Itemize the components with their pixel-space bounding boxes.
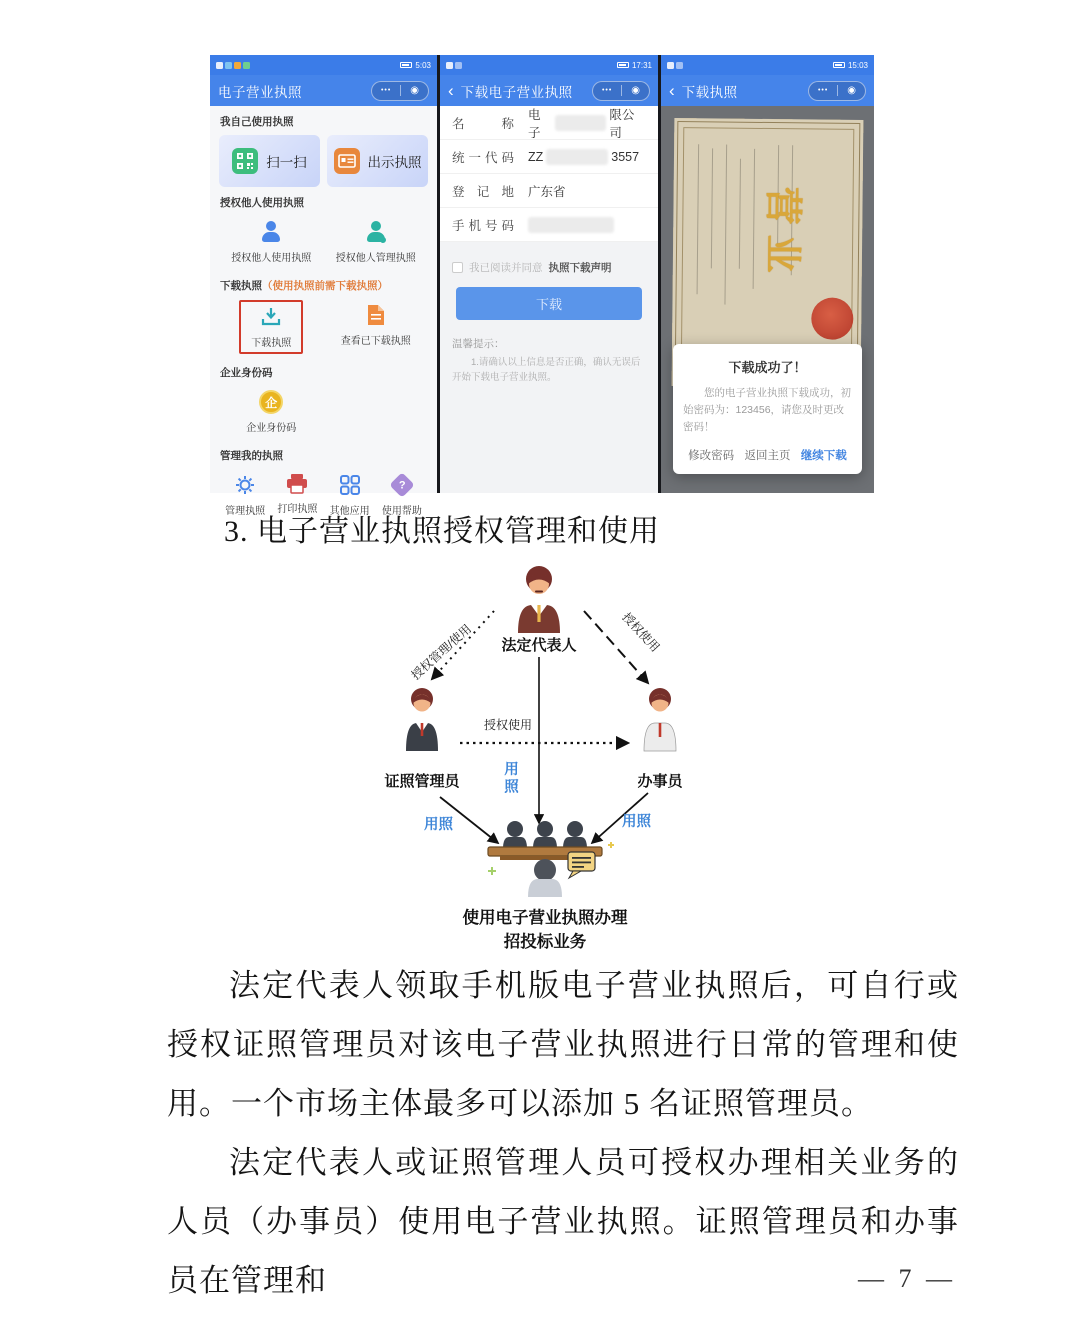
agree-checkbox[interactable] xyxy=(452,262,463,273)
person-manage-icon xyxy=(364,220,388,244)
download-button[interactable]: 下载 xyxy=(456,287,642,320)
screenshot-download-success xyxy=(661,55,874,493)
qr-scan-icon xyxy=(232,148,258,174)
change-password-button[interactable]: 修改密码 xyxy=(688,450,735,463)
more-icon[interactable]: ••• xyxy=(817,87,829,94)
scan-label: 扫一扫 xyxy=(266,155,307,170)
meeting-scene xyxy=(488,821,614,897)
field-unified-code: 统一代码 ZZ 3557 xyxy=(440,140,658,174)
grid-icon xyxy=(338,473,362,497)
section-auth-others: 授权他人使用执照 xyxy=(220,197,304,209)
redacted-blur xyxy=(555,115,606,131)
dialog-title: 下载成功了！ xyxy=(728,360,807,375)
home-body xyxy=(210,106,437,517)
page-title: 下载执照 xyxy=(681,84,738,100)
corp-code-item[interactable]: 企 企业身份码 xyxy=(219,387,324,437)
miniprogram-pill[interactable] xyxy=(808,81,866,101)
close-capsule-icon[interactable]: ◉ xyxy=(410,84,419,96)
section-corp-code: 企业身份码 xyxy=(220,367,273,379)
field-name: 名称 电子 限公司 xyxy=(440,106,658,140)
back-icon[interactable]: ‹ xyxy=(669,81,675,100)
paragraph-2: 法定代表人或证照管理人员可授权办理相关业务的人员（办事员）使用电子营业执照。证照管理员和办事员在管理和 xyxy=(167,1145,959,1298)
highlight-red-box: 下载执照 xyxy=(239,300,303,354)
agree-row xyxy=(452,260,646,275)
license-title-chars: 营业 xyxy=(760,186,804,283)
status-bar xyxy=(210,55,437,75)
download-statement-link[interactable]: 执照下载声明 xyxy=(548,262,612,274)
miniprogram-pill[interactable] xyxy=(592,81,650,101)
label-auth-use-mid: 授权使用 xyxy=(484,718,533,732)
app-title: 电子营业执照 xyxy=(218,84,302,100)
section-my-use: 我自己使用执照 xyxy=(220,116,294,128)
redacted-blur xyxy=(546,149,608,165)
manage-license-item[interactable]: 管理执照 xyxy=(219,470,271,520)
battery-icon xyxy=(617,62,629,68)
redacted-blur xyxy=(528,217,614,233)
print-license-item[interactable]: 打印执照 xyxy=(271,470,323,518)
status-icons-left xyxy=(216,62,250,69)
printer-icon xyxy=(285,473,309,495)
miniprogram-pill[interactable] xyxy=(371,81,429,101)
continue-download-button[interactable]: 继续下载 xyxy=(800,450,847,463)
app-header xyxy=(661,75,874,106)
clerk-figure xyxy=(644,688,676,751)
back-icon[interactable]: ‹ xyxy=(448,81,454,100)
app-header xyxy=(210,75,437,106)
form-body xyxy=(440,106,658,493)
label-use-license-center: 用照 xyxy=(502,761,518,796)
view-downloaded-item[interactable]: 查看已下载执照 xyxy=(324,300,429,350)
document-icon xyxy=(365,303,387,327)
show-license-button[interactable] xyxy=(327,135,428,187)
status-time: 15:03 xyxy=(847,60,868,70)
agree-text: 我已阅读并同意 xyxy=(469,262,543,274)
diagram-caption-line1: 使用电子营业执照办理 xyxy=(462,909,628,927)
screenshots-row xyxy=(210,55,874,517)
dialog-body: 您的电子营业执照下载成功，初始密码为：123456，请您及时更改密码！ xyxy=(683,387,851,433)
paragraph-1: 法定代表人领取手机版电子营业执照后，可自行或授权证照管理员对该电子营业执照进行日常的管理和使用。一个市场主体最多可以添加 5 名证照管理员。 xyxy=(167,968,959,1121)
download-license-item[interactable] xyxy=(219,300,324,354)
back-home-button[interactable]: 返回主页 xyxy=(744,450,791,463)
status-time: 5:03 xyxy=(415,60,431,70)
license-card-icon xyxy=(334,148,360,174)
help-item[interactable]: ? 使用帮助 xyxy=(376,470,428,520)
diagram-caption-line2: 招投标业务 xyxy=(503,933,587,951)
red-seal xyxy=(811,297,853,339)
more-icon[interactable]: ••• xyxy=(601,87,613,94)
status-bar xyxy=(661,55,874,75)
screenshot-download-form xyxy=(440,55,658,493)
tips-title: 温馨提示： xyxy=(452,338,505,350)
status-time: 17:31 xyxy=(631,60,652,70)
section-download: 下载执照（使用执照前需下载执照） xyxy=(220,280,388,292)
battery-icon xyxy=(400,62,412,68)
legal-rep-figure xyxy=(518,566,560,633)
label-use-license-left: 用照 xyxy=(424,817,453,833)
close-capsule-icon[interactable]: ◉ xyxy=(631,84,640,96)
authorization-diagram xyxy=(372,553,717,957)
label-legal-rep: 法定代表人 xyxy=(501,637,577,654)
license-preview-body xyxy=(661,106,874,493)
body-text xyxy=(167,956,959,1310)
auth-use-item[interactable]: 授权他人使用执照 xyxy=(219,217,324,267)
download-icon xyxy=(259,305,283,329)
other-apps-item[interactable]: 其他应用 xyxy=(324,470,376,520)
label-auth-manage-use: 授权管理/使用 xyxy=(408,621,475,683)
status-bar xyxy=(440,55,658,75)
corp-badge-icon: 企 xyxy=(259,390,283,414)
more-icon[interactable]: ••• xyxy=(380,87,392,94)
gear-icon xyxy=(233,473,257,497)
success-dialog xyxy=(673,344,862,474)
page-number: — 7 — xyxy=(858,1264,956,1293)
field-phone: 手机号码 xyxy=(440,208,658,242)
label-auth-use-right: 授权使用 xyxy=(619,609,663,655)
close-capsule-icon[interactable]: ◉ xyxy=(847,84,856,96)
label-clerk: 办事员 xyxy=(637,773,683,790)
show-license-label: 出示执照 xyxy=(367,155,422,170)
license-admin-figure xyxy=(406,688,438,751)
label-use-license-right: 用照 xyxy=(622,814,651,830)
scan-button[interactable] xyxy=(219,135,320,187)
battery-icon xyxy=(833,62,845,68)
app-header xyxy=(440,75,658,106)
download-note: （使用执照前需下载执照） xyxy=(262,280,388,292)
section-manage-my: 管理我的执照 xyxy=(220,450,283,462)
speech-bubble-icon xyxy=(568,852,595,878)
tips-body: 1.请确认以上信息是否正确，确认无误后开始下载电子营业执照。 xyxy=(452,357,641,384)
section-heading: 3. 电子营业执照授权管理和使用 xyxy=(224,515,660,548)
screenshot-license-home xyxy=(210,55,437,517)
auth-manage-item[interactable]: 授权他人管理执照 xyxy=(324,217,429,267)
label-license-admin: 证照管理员 xyxy=(384,773,460,790)
page-title: 下载电子营业执照 xyxy=(460,84,573,100)
field-registration-place: 登记地 广东省 xyxy=(440,174,658,208)
help-icon: ? xyxy=(389,472,414,497)
person-icon xyxy=(259,220,283,244)
